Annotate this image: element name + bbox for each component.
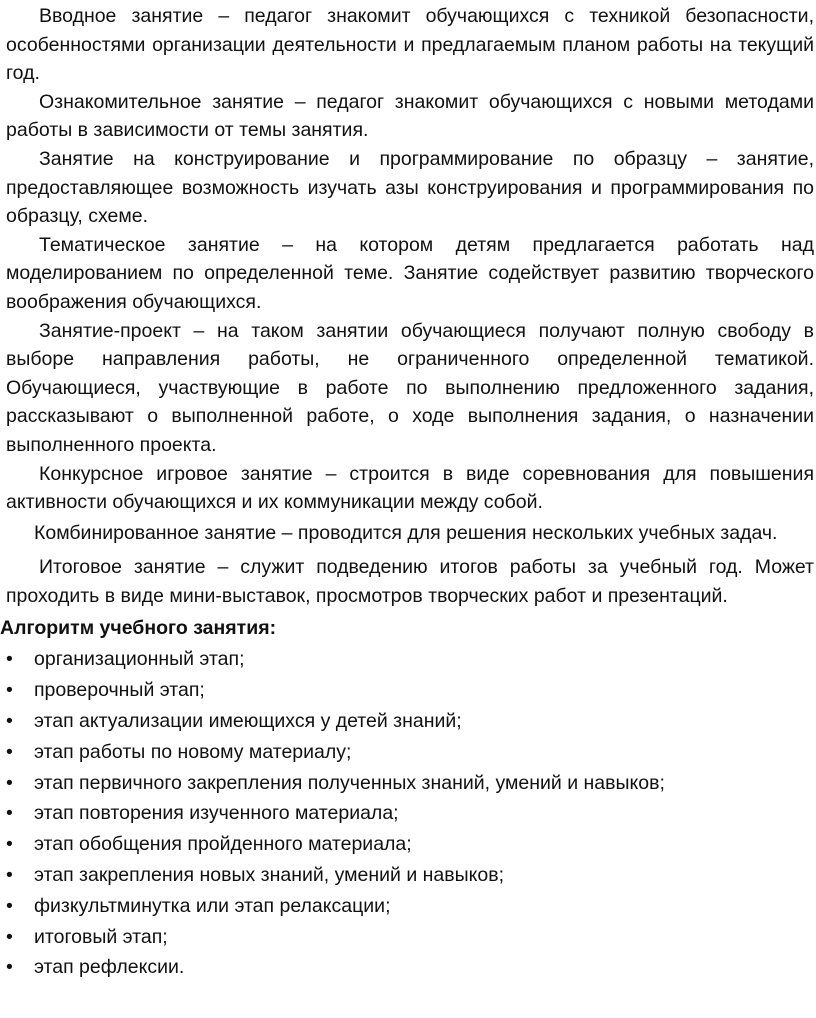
list-item-text: итоговый этап; <box>34 925 168 948</box>
bullet-icon: • <box>6 864 13 887</box>
list-item <box>6 860 814 891</box>
bullet-icon: • <box>6 648 13 671</box>
bullet-icon: • <box>6 956 13 979</box>
list-item <box>6 798 814 829</box>
algorithm-list <box>6 644 814 983</box>
bullet-icon: • <box>6 771 13 794</box>
list-item <box>6 706 814 737</box>
list-item-text: физкультминутка или этап релаксации; <box>34 894 391 917</box>
bullet-icon: • <box>6 679 13 702</box>
paragraph-thematic-lesson: Тематическое занятие – на котором детям предлагается работать над моделированием по определенной теме. Занятие содействует развитию творческого воображения обучающихся. <box>6 233 814 313</box>
list-item <box>6 952 814 983</box>
list-item-text: этап повторения изученного материала; <box>34 802 399 825</box>
list-item-text: проверочный этап; <box>34 679 205 702</box>
list-item <box>6 922 814 953</box>
list-item <box>6 644 814 675</box>
list-item <box>6 891 814 922</box>
paragraph-contest-lesson: Конкурсное игровое занятие – строится в виде соревнования для повышения активности обучающихся и их коммуникации между собой. <box>6 462 814 514</box>
list-item-text: этап актуализации имеющихся у детей знаний; <box>34 710 462 733</box>
list-item-text: этап закрепления новых знаний, умений и навыков; <box>34 864 505 887</box>
paragraph-familiarization-lesson: Ознакомительное занятие – педагог знакомит обучающихся с новыми методами работы в зависимости от темы занятия. <box>6 90 814 142</box>
bullet-icon: • <box>6 802 13 825</box>
algorithm-heading: Алгоритм учебного занятия: <box>0 617 277 640</box>
list-item-text: организационный этап; <box>34 648 245 671</box>
bullet-icon: • <box>6 925 13 948</box>
bullet-icon: • <box>6 740 13 763</box>
paragraph-final-lesson: Итоговое занятие – служит подведению итогов работы за учебный год. Может проходить в виде мини-выставок, просмотров творческих работ и презентаций. <box>6 556 814 607</box>
list-item <box>6 829 814 860</box>
bullet-icon: • <box>6 833 13 856</box>
list-item <box>6 737 814 768</box>
paragraph-combined-lesson: Комбинированное занятие – проводится для решения нескольких учебных задач. <box>34 521 778 544</box>
list-item-text: этап первичного закрепления полученных знаний, умений и навыков; <box>34 771 665 794</box>
list-item <box>6 675 814 706</box>
bullet-icon: • <box>6 710 13 733</box>
paragraph-intro-lesson: Вводное занятие – педагог знакомит обучающихся с техникой безопасности, особенностями организации деятельности и предлагаемым планом работы на текущий год. <box>6 5 814 85</box>
paragraph-project-lesson: Занятие-проект – на таком занятии обучающиеся получают полную свободу в выборе направления работы, не ограниченного определенной тематикой. Обучающиеся, участвующие в работе по выполнению предложенного задания, рассказывают о выполненной работе, о ходе выполнения задания, о назначении выполненного проекта. <box>6 319 814 456</box>
list-item <box>6 768 814 799</box>
paragraph-construction-lesson: Занятие на конструирование и программирование по образцу – занятие, предоставляющее возможность изучать азы конструирования и программирования по образцу, схеме. <box>6 147 814 228</box>
list-item-text: этап рефлексии. <box>34 956 185 979</box>
list-item-text: этап обобщения пройденного материала; <box>34 833 412 856</box>
list-item-text: этап работы по новому материалу; <box>34 740 352 763</box>
bullet-icon: • <box>6 894 13 917</box>
